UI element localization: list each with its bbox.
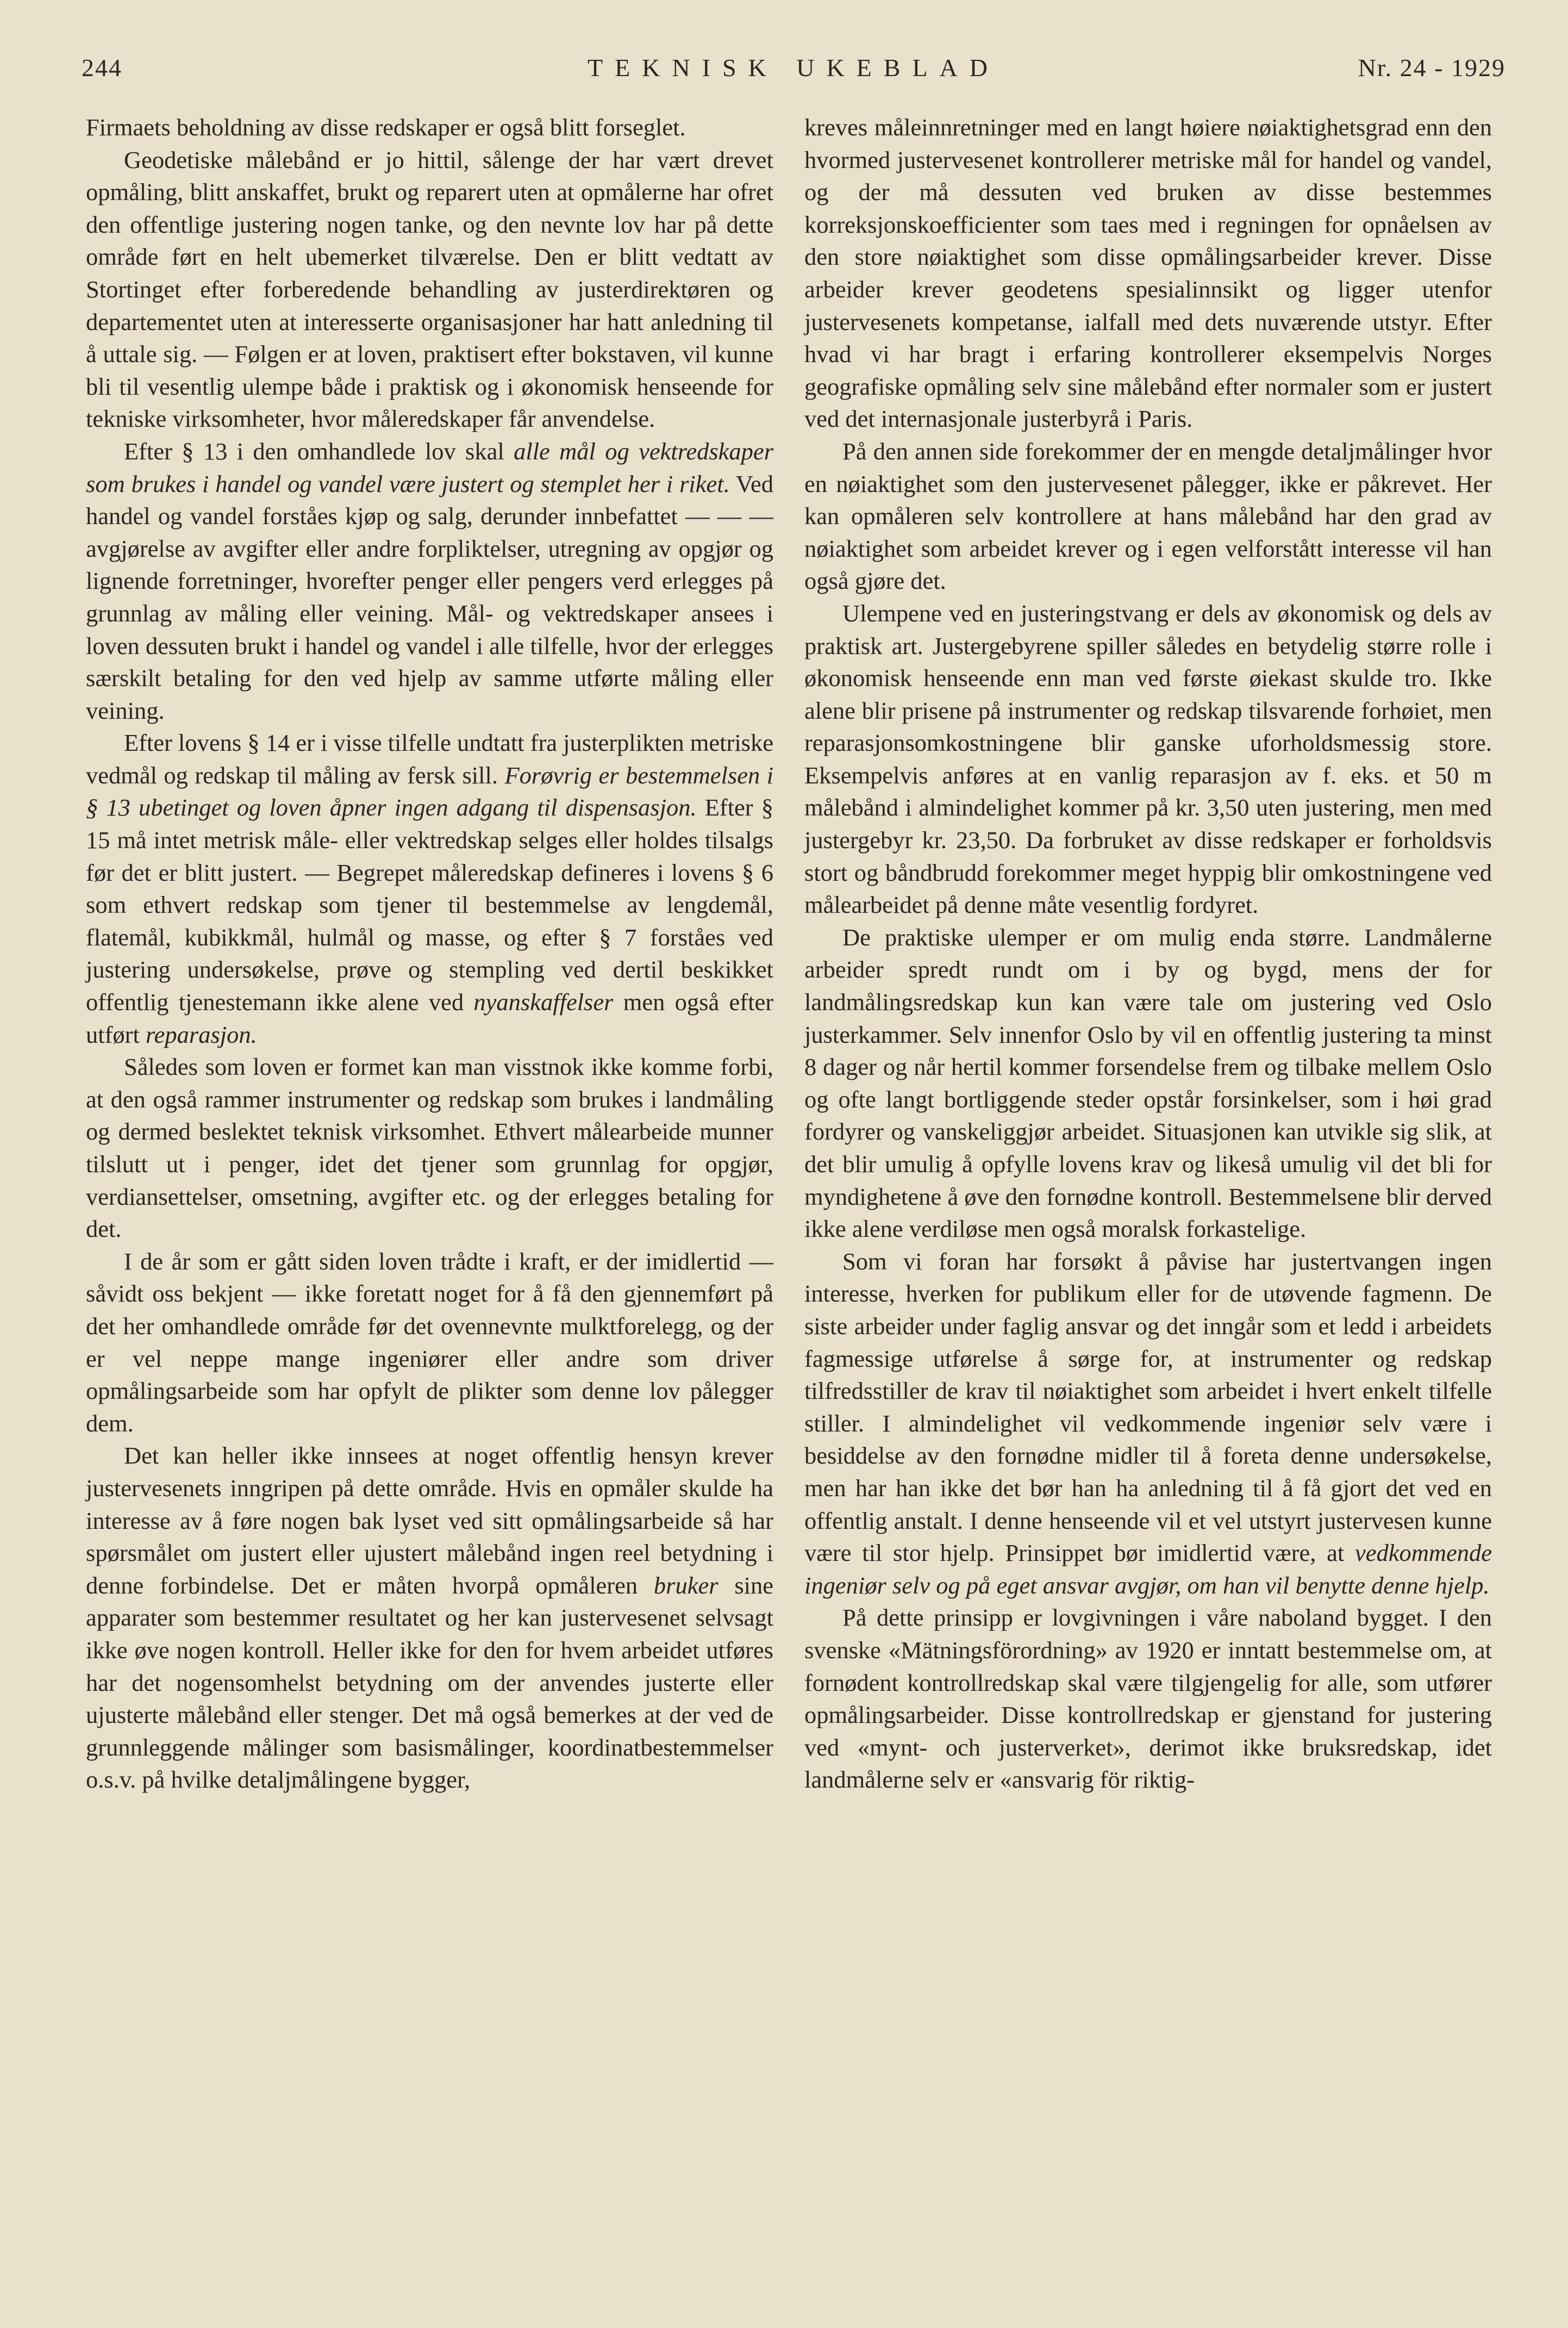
paragraph	[804, 1246, 1492, 1602]
text-run: Efter lovens § 14 er i visse tilfelle undtatt fra justerplikten metriske vedmål og redskap til måling av fersk sill.	[86, 729, 773, 789]
text-run: På den annen side forekommer der en mengde detaljmålinger hvor en nøiaktighet som den justervesenet pålegger, ikke er påkrevet. Her kan opmåleren selv kontrollere at hans målebånd har den grad av nøiaktighet som arbeidet krever og i egen velforstått interesse vil han også gjøre det.	[804, 437, 1492, 595]
paragraph	[86, 1051, 773, 1246]
paragraph	[86, 727, 773, 1051]
italic-text: Forøvrig er bestemmelsen i § 13 ubetinget og loven åpner ingen adgang til dispensasjon.	[86, 761, 773, 821]
italic-text: bruker	[653, 1571, 719, 1599]
text-run: Efter § 15 må intet metrisk måle- eller vektredskap selges eller holdes tilsalgs før det er blitt justert. — Begrepet måleredskap defineres i lovens § 6 som ethvert redskap som tjener til bestemmelse av lengdemål, flatemål, kubikkmål, hulmål og masse, og efter § 7 forståes ved justering undersøkelse, prøve og stempling ved dertil beskikket offentlig tjenestemann ikke alene ved	[86, 794, 773, 1016]
paragraph	[804, 435, 1492, 597]
italic-text: alle mål og vektredskaper som brukes i handel og vandel være justert og stemplet her i riket.	[86, 437, 774, 497]
text-run: sine apparater som bestemmer resultatet og her kan justervesenet selvsagt ikke øve nogen kontroll. Heller ikke for den for hvem arbeidet utføres har det nogensomhelst betydning om der anvendes justerte eller ujusterte målebånd eller stenger. Det må også bemerkes at der ved de grunnleggende målinger som basismålinger, koordinatbestemmelser o.s.v. på hvilke detaljmålingene bygger,	[86, 1571, 774, 1794]
paragraph	[804, 1602, 1492, 1796]
paragraph	[804, 597, 1492, 922]
text-run: Geodetiske målebånd er jo hittil, sålenge der har vært drevet opmåling, blitt anskaffet, brukt og reparert uten at opmålerne har ofret den offentlige justering nogen tanke, og den nevnte lov har på dette område ført en helt ubemerket tilværelse. Den er blitt vedtatt av Stortinget efter forberedende behandling av justerdirektøren og departementet uten at interesserte organisasjoner har hatt anledning til å uttale sig. — Følgen er at loven, praktisert efter bokstaven, vil kunne bli til vesentlig ulempe både i praktisk og i økonomisk henseende for tekniske virksomheter, hvor måleredskaper får anvendelse.	[86, 146, 773, 433]
text-run: Firmaets beholdning av disse redskaper er også blitt forseglet.	[86, 114, 686, 141]
paragraph	[86, 144, 773, 435]
italic-text: nyanskaffelser	[473, 988, 614, 1016]
text-run: De praktiske ulemper er om mulig enda større. Landmålerne arbeider spredt rundt om i by og bygd, mens der for landmålingsredskap kun kan være tale om justering ved Oslo justerkammer. Selv innenfor Oslo by vil en offentlig justering ta minst 8 dager og når hertil kommer forsendelse frem og tilbake mellem Oslo og ofte langt bortliggende steder opstår forsinkelser, som i høi grad fordyrer og vanskeliggjør arbeidet. Situasjonen kan utvikle sig slik, at det blir umulig å opfylle lovens krav og likeså umulig vil det bli for myndighetene å øve den fornødne kontroll. Bestemmelsene blir derved ikke alene verdiløse men også moralsk forkastelige.	[804, 923, 1492, 1243]
italic-text: reparasjon.	[146, 1020, 257, 1048]
page-number: 244	[82, 54, 122, 82]
text-run: kreves måleinnretninger med en langt høiere nøiaktighetsgrad enn den hvormed justervesenet kontrollerer metriske mål for handel og vandel, og der må dessuten ved bruken av disse bestemmes korreksjonskoefficienter som taes med i regningen for opnåelsen av den store nøiaktighet som disse opmålingsarbeider krever. Disse arbeider krever geodetens spesialinnsikt og ligger utenfor justervesenets kompetanse, ialfall med dets nuværende utstyr. Efter hvad vi har bragt i erfaring kontrollerer eksempelvis Norges geografiske opmåling selv sine målebånd efter normaler som er justert ved det internasjonale justerbyrå i Paris.	[804, 114, 1492, 433]
text-run: Det kan heller ikke innsees at noget offentlig hensyn krever justervesenets inngripen på dette område. Hvis en opmåler skulde ha interesse av å føre nogen bak lyset ved sitt opmålingsarbeide så har spørsmålet om justert eller ujustert målebånd ingen reel betydning i denne forbindelse. Det er måten hvorpå opmåleren	[86, 1442, 773, 1599]
text-run: I de år som er gått siden loven trådte i kraft, er der imidlertid — såvidt oss bekjent — ikke foretatt noget for å få den gjennemført på det her omhandlede område før det ovennevnte mulktforelegg, og der er vel neppe mange ingeniører eller andre som driver opmålingsarbeide som har opfylt de plikter som denne lov pålegger dem.	[86, 1247, 773, 1437]
text-run: Efter § 13 i den omhandlede lov skal	[124, 437, 514, 465]
issue-number: Nr. 24 - 1929	[1358, 54, 1505, 82]
italic-text: vedkommende ingeniør selv og på eget ansvar avgjør, om han vil benytte denne hjelp.	[804, 1539, 1492, 1599]
paragraph	[86, 1246, 773, 1440]
text-run: Ulempene ved en justeringstvang er dels av økonomisk og dels av praktisk art. Justergebyrene spiller således en betydelig større rolle i økonomisk henseende enn man ved første øiekast skulde tro. Ikke alene blir prisene på instrumenter og redskap tilsvarende forhøiet, men reparasjonsomkostningene blir ganske uforholdsmessig store. Eksempelvis anføres at en vanlig reparasjon av f. eks. et 50 m målebånd i almindelighet kommer på kr. 3,50 uten justering, men med justergebyr kr. 23,50. Da forbruket av disse redskaper er forholdsvis stort og båndbrudd forekommer meget hyppig blir omkostningene ved målearbeidet på denne måte vesentlig fordyret.	[804, 599, 1492, 919]
paragraph	[804, 922, 1492, 1246]
paragraph	[86, 435, 773, 727]
paragraph	[86, 111, 773, 144]
text-run: På dette prinsipp er lovgivningen i våre naboland bygget. I den svenske «Mätningsförordning» av 1920 er inntatt bestemmelse om, at fornødent kontrollredskap skal være tilgjengelig for alle, som utfører opmålingsarbeider. Disse kontrollredskap er gjenstand for justering ved «mynt- och justerverket», derimot ikke bruksredskap, idet landmålerne selv er «ansvarig för riktig-	[804, 1604, 1492, 1794]
text-run: Således som loven er formet kan man visstnok ikke komme forbi, at den også rammer instrumenter og redskap som brukes i landmåling og dermed beslektet teknisk virksomhet. Ethvert målearbeide munner tilslutt ut i penger, idet det tjener som grunnlag for opgjør, verdiansettelser, omsetning, avgifter etc. og der erlegges betaling for det.	[86, 1053, 773, 1243]
left-column	[86, 111, 773, 1796]
paragraph	[86, 1440, 773, 1796]
text-run: Ved handel og vandel forståes kjøp og salg, derunder innbefattet — — — avgjørelse av avgifter eller andre forpliktelser, utregning av opgjør og lignende forretninger, hvorefter penger eller pengers verd erlegges på grunnlag av måling eller veining. Mål- og vektredskaper ansees i loven dessuten brukt i handel og vandel i alle tilfelle, hvor der erlegges særskilt betaling for den ved hjelp av samme utførte måling eller veining.	[86, 470, 773, 724]
paragraph	[804, 111, 1492, 435]
right-column	[804, 111, 1492, 1796]
journal-title: TEKNISK UKEBLAD	[587, 54, 999, 82]
page-header	[82, 48, 1505, 91]
text-run: Som vi foran har forsøkt å påvise har justertvangen ingen interesse, hverken for publikum eller for de utøvende fagmenn. De siste arbeider under faglig ansvar og det inngår som et ledd i arbeidets fagmessige utførelse å sørge for, at instrumenter og redskap tilfredsstiller de krav til nøiaktighet som arbeidet i hvert enkelt tilfelle stiller. I almindelighet vil vedkommende ingeniør selv være i besiddelse av den fornødne midler til å foreta denne undersøkelse, men har han ikke det bør han ha anledning til å få gjort det ved en offentlig anstalt. I denne henseende vil et vel utstyrt justervesen kunne være til stor hjelp. Prinsippet bør imidlertid være, at	[804, 1247, 1492, 1567]
text-run: men også efter utført	[86, 988, 774, 1048]
